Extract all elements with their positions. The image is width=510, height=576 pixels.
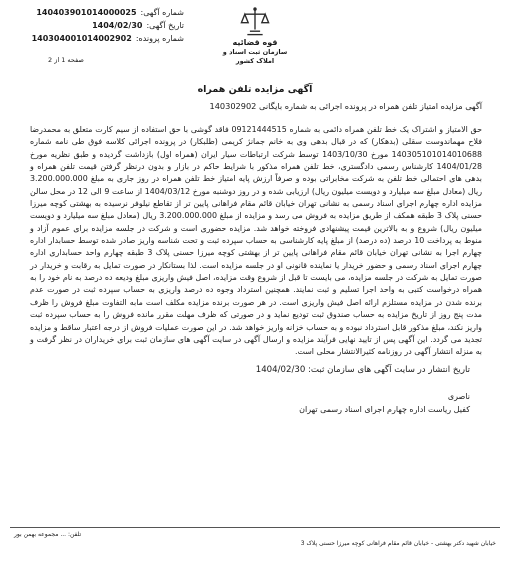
org-subname: سازمان ثبت اسناد و املاک کشور bbox=[222, 48, 288, 65]
publish-date-label: تاریخ انتشار در سایت آگهی های سازمان ثبت: bbox=[308, 365, 470, 375]
organization-header bbox=[215, 4, 295, 66]
page-number: صفحه 1 از 2 bbox=[48, 56, 84, 64]
notice-number: 140403901014000025 bbox=[36, 8, 137, 17]
publish-date: 1404/02/30 bbox=[255, 365, 306, 375]
notice-date-label: تاریخ آگهی: bbox=[146, 21, 184, 30]
notice-number-row bbox=[14, 6, 184, 19]
file-number-row bbox=[14, 32, 184, 45]
file-number-label: شماره پرونده: bbox=[135, 34, 184, 43]
notice-number-label: شماره آگهی: bbox=[140, 8, 184, 17]
footer-address: خیابان شهید دکتر بهشتی - خیابان قائم مقام فراهانی کوچه میرزا حسنی پلاک 3 bbox=[300, 540, 496, 547]
header-meta bbox=[14, 6, 184, 45]
signature-block bbox=[30, 390, 470, 416]
org-name: قوه قضائیه bbox=[232, 38, 278, 47]
publish-date-line bbox=[30, 365, 470, 375]
footer-divider bbox=[10, 527, 500, 528]
judiciary-emblem-icon bbox=[238, 4, 272, 38]
file-number: 140304001014002902 bbox=[31, 34, 132, 43]
signer-name: ناصری bbox=[447, 392, 470, 401]
notice-title: آگهی مزایده تلفن همراه bbox=[197, 84, 313, 95]
footer-note: تلفن: ... مجموعه بهمن بور bbox=[14, 531, 82, 538]
notice-subtitle: آگهی مزایده امتیاز تلفن همراه در پرونده اجرائی به شماره بایگانی 140302902 bbox=[209, 101, 482, 111]
notice-body-text: حق الامتیاز و اشتراک یک خط تلفن همراه دائمی به شماره 09121444515 فاقد گوشی با حق استفاده از سیم کارت متعلق به محمدرضا فلاح مهماندوست سقلی (بدهکار) که در قبال بدهی وی به خانم جمانژ کریمی (طلبکار) در پرونده اجرائی کلاسه فوق طی نامه شماره 140305101014010688 مورخ 1403/10/30 توسط شرکت ارتباطات سیار ایران (همراه اول) بازداشت گردیده و طبق نظریه مورخ 1404/01/28 کارشناس رسمی دادگستری، خط تلفن همراه مذکور با شرایط حاکم در بازار و بدون درنظر گرفتن قیمت تلفن همراه و بدهی های احتمالی خط تلفن به شرکت مخابراتی بوده و صرفاً ارزش پایه امتیاز خط تلفن همراه در روز جاری به مبلغ 3.200.000.000 ریال (معادل مبلغ سه میلیارد و دویست میلیون ریال) ارزیابی شده و در روز دوشنبه مورخ 1404/03/12 از ساعت 9 الی 12 در محل سالن مزایده اداره چهارم اجرای اسناد رسمی به نشانی تهران خیابان قائم مقام فراهانی پایین تر از تقاطع نیلوفر نرسیده به بهشتی کوچه میرزا حسنی پلاک 3 طبقه همکف از طریق مزایده به فروش می رسد و مزایده از مبلغ 3.200.000.000 ریال (معادل مبلغ سه میلیارد و دویست میلیون ریال) شروع و به بالاترین قیمت پیشنهادی فروخته خواهد شد. مزایده حضوری است و شرکت در جلسه مزایده برای عموم آزاد و منوط به پرداخت 10 درصد (ده درصد) از مبلغ پایه کارشناسی به حساب سپرده ثبت و تحت شناسه واریز صادر شده توسط حسابدار اداره چهارم اجرا به نشانی تهران خیابان قائم مقام فراهانی پایین تر از بهشتی کوچه میرزا حسنی پلاک 3 طبقه چهارم واحد حسابداری اداره چهارم اجرای اسناد رسمی و حضور خریدار یا نماینده قانونی او در جلسه مزایده است. لذا بستانکار در صورت تمایل به رقابت و خریدار در صورت تمایل به شرکت در جلسه مزایده، می بایست تا قبل از شروع وقت مزایده، اصل فیش واریزی مبلغ ودیعه ده درصد به نام خود را به همراه درخواست کتبی به واحد اجرا تسلیم و ثبت نمایند. همچنین استرداد وجوه ده درصد واریزی به حساب سپرده ثبت در صورت عدم برنده شدن در مزایده مستلزم ارائه اصل فیش واریزی است. در هر صورت برنده مزایده مکلف است مابه التفاوت مبلغ فروش را ظرف مدت پنج روز از تاریخ مزایده به حساب صندوق ثبت تودیع نماید و در صورتی که ظرف مهلت مقرر مانده فروش را به حساب سپرده ثبت واریز نکند، مبلغ مذکور قابل استرداد نبوده و به حساب خزانه واریز خواهد شد. در این صورت عملیات فروش از درجه اعتبار ساقط و مزایده تجدید می گردد. این آگهی پس از تایید نهایی فرآیند مزایده و ارسال آگهی در سایت آگهی های سازمان ثبت برای خریداران در نظر گرفت و به منزله انتشار آگهی در روزنامه کثیرالانتشار محلی است. bbox=[30, 125, 483, 357]
signer-title: کفیل ریاست اداره چهارم اجرای اسناد رسمی تهران bbox=[299, 405, 470, 414]
footer bbox=[14, 530, 496, 548]
notice-date-row bbox=[14, 19, 184, 32]
notice-date: 1404/02/30 bbox=[92, 21, 143, 30]
